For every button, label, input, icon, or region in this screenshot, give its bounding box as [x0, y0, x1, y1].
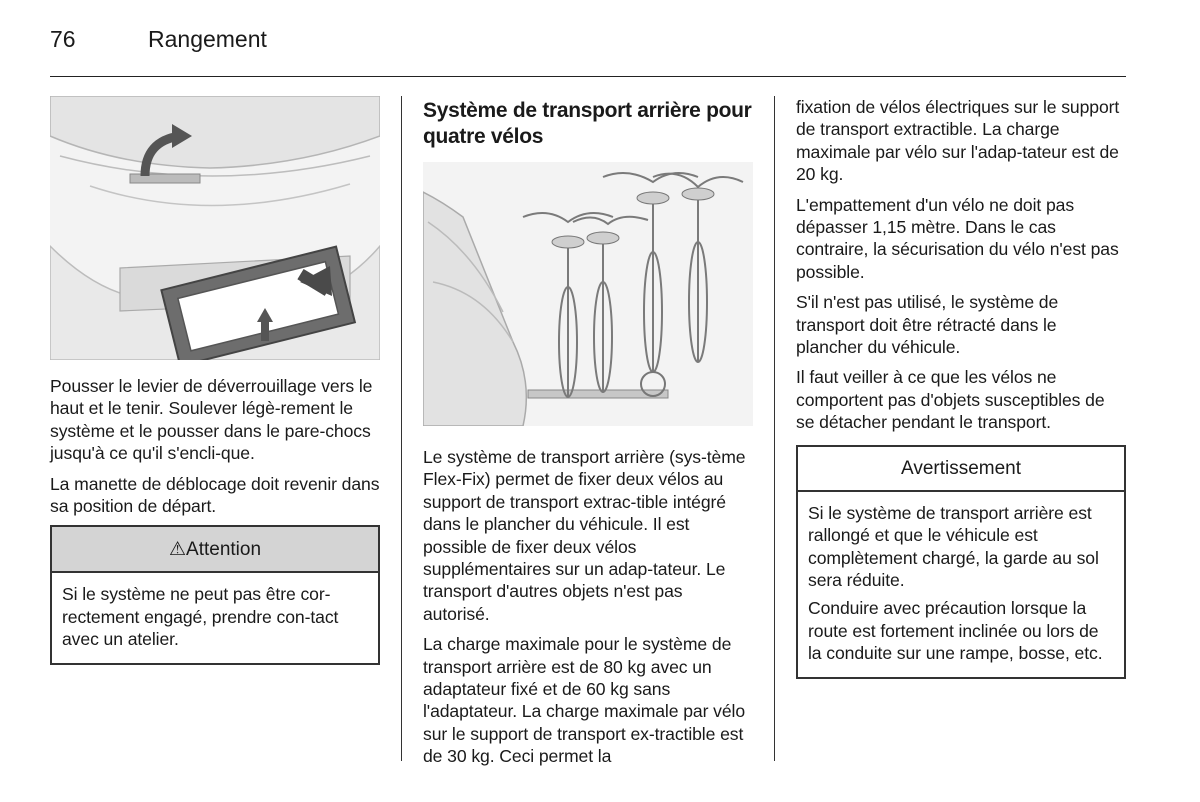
attention-box [50, 525, 380, 664]
column-divider [774, 96, 775, 761]
four-bicycle-rear-carrier-illustration [423, 162, 753, 426]
warning-text: Conduire avec précaution lorsque la route est fortement inclinée ou lors de la conduite sur une rampe, bosse, etc. [808, 598, 1103, 664]
column-3 [796, 96, 1126, 679]
attention-header [52, 527, 378, 573]
warning-text: Si le système de transport arrière est rallongé et que le véhicule est complètement chargé, la garde au sol sera réduite. [808, 502, 1099, 590]
page-number: 76 [50, 26, 76, 52]
paragraph: L'empattement d'un vélo ne doit pas dépasser 1,15 mètre. Dans le cas contraire, la sécurisation du vélo n'est pas possible. [796, 194, 1119, 282]
tailgate-release-lever-illustration [50, 96, 380, 360]
paragraph: S'il n'est pas utilisé, le système de transport doit être rétracté dans le plancher du véhicule. [796, 292, 1059, 358]
column-2 [423, 96, 753, 776]
section-title: Rangement [148, 26, 267, 52]
warning-header: Avertissement [798, 447, 1124, 492]
section-heading: Système de transport arrière pour quatre vélos [423, 99, 752, 148]
column-divider [401, 96, 402, 761]
attention-text: Si le système ne peut pas être cor-rectement engagé, prendre con-tact avec un atelier. [62, 584, 339, 650]
paragraph: Pousser le levier de déverrouillage vers le haut et le tenir. Soulever légè-rement le système et le pousser dans le pare-chocs jusqu'à ce qu'il s'encli-que. [50, 376, 373, 464]
column-1 [50, 96, 380, 665]
paragraph: La manette de déblocage doit revenir dans sa position de départ. [50, 473, 380, 517]
warning-box [796, 445, 1126, 679]
paragraph: Il faut veiller à ce que les vélos ne comportent pas d'objets susceptibles de se détacher pendant le transport. [796, 367, 1105, 433]
page-header [50, 24, 1126, 77]
warning-triangle-icon: ⚠ [168, 539, 187, 561]
paragraph: La charge maximale pour le système de transport arrière est de 80 kg avec un adaptateur fixé et de 60 kg sans l'adaptateur. La charge maximale par vélo sur le support de transport ex-tractible est de 30 kg. Ceci permet la [423, 634, 746, 767]
paragraph: fixation de vélos électriques sur le support de transport extractible. La charge maximale par vélo sur l'adap-tateur est de 20 kg. [796, 97, 1120, 185]
paragraph: Le système de transport arrière (sys-tème Flex-Fix) permet de fixer deux vélos au support de transport extrac-tible intégré dans le plancher du véhicule. Il est possible de fixer deux vélos supplémentaires sur un adap-tateur. Le transport d'autres objets n'est pas autorisé. [423, 447, 746, 624]
attention-title: Attention [186, 539, 262, 561]
